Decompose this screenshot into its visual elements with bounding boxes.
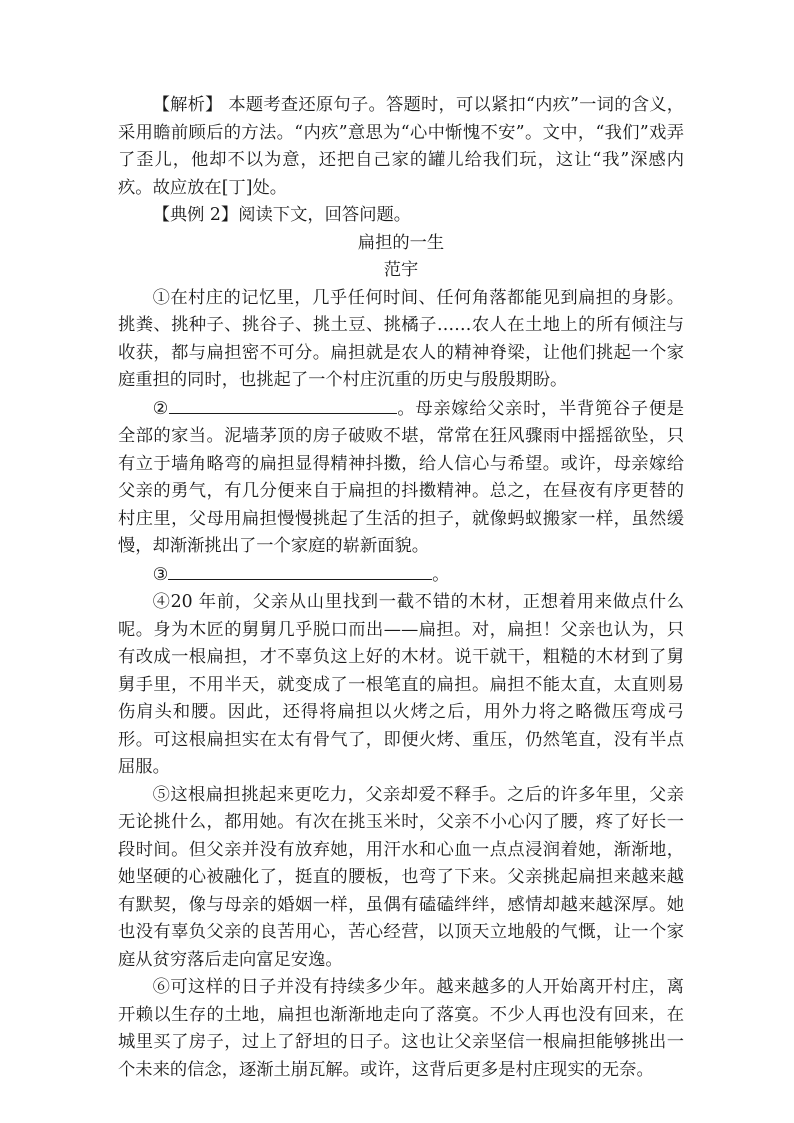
- paragraph-2-number: ②: [152, 398, 169, 419]
- paragraph-4: ④20 年前，父亲从山里找到一截不错的木材，正想着用来做点什么呢。身为木匠的舅舅几乎脱口而出——扁担。对，扁担！父亲也认为，只有改成一根扁担，才不辜负这上好的木材。说干就干，粗糙的木材到了舅舅手里，不用半天，就变成了一根笔直的扁担。扁担不能太直，太直则易伤肩头和腰。因此，还得将扁担以火烤之后，用外力将之略微压弯成弓形。可这根扁担实在太有骨气了，即便火烤、重压，仍然笔直，没有半点屈服。: [118, 592, 684, 777]
- paragraph-1: ①在村庄的记忆里，几乎任何时间、任何角落都能见到扁担的身影。挑粪、挑种子、挑谷子、挑土豆、挑橘子……农人在土地上的所有倾注与收获，都与扁担密不可分。扁担就是农人的精神脊梁，让他们挑起一个家庭重担的同时，也挑起了一个村庄沉重的历史与殷殷期盼。: [118, 287, 684, 390]
- paragraph-2: [118, 395, 684, 561]
- example-instruction: 阅读下文，回答问题。: [238, 205, 412, 225]
- answer-blank-3[interactable]: [168, 561, 432, 580]
- paragraph-6: ⑥可这样的日子并没有持续多少年。越来越多的人开始离开村庄，离开赖以生存的土地，扁担也渐渐地走向了落寞。不少人再也没有回来，在城里买了房子，过上了舒坦的日子。这也让父亲坚信一根扁担能够挑出一个未来的信念，逐渐土崩瓦解。或许，这背后更多是村庄现实的无奈。: [118, 977, 684, 1080]
- article-author: 范宇: [383, 260, 419, 280]
- paragraph-3-number: ③: [152, 564, 169, 585]
- article-title: 扁担的一生: [357, 232, 445, 253]
- paragraph-3-text: 。: [432, 564, 450, 585]
- paragraph-5: ⑤这根扁担挑起来更吃力，父亲却爱不释手。之后的许多年里，父亲无论挑什么，都用她。有次在挑玉米时，父亲不小心闪了腰，疼了好长一段时间。但父亲并没有放弃她，用汗水和心血一点点浸润着她，渐渐地，她坚硬的心被融化了，挺直的腰板，也弯了下来。父亲挑起扁担来越来越有默契，像与母亲的婚姻一样，虽偶有磕磕绊绊，感情却越来越深厚。她也没有辜负父亲的良苦用心，苦心经营，以顶天立地般的气慨，让一个家庭从贫穷落后走向富足安逸。: [118, 784, 684, 970]
- analysis-label: 【解析】: [152, 95, 223, 115]
- example-label: 【典例 2】: [152, 205, 239, 225]
- paragraph-2-text: 。母亲嫁给父亲时，半背篼谷子便是全部的家当。泥墙茅顶的房子破败不堪，常常在狂风骤雨中摇摇欲坠，只有立于墙角略弯的扁担显得精神抖擞，给人信心与希望。或许，母亲嫁给父亲的勇气，有几分便来自于扁担的抖擞精神。总之，在昼夜有序更替的村庄里，父母用扁担慢慢挑起了生活的担子，就像蚂蚁搬家一样，虽然缓慢，却渐渐挑出了一个家庭的崭新面貌。: [118, 398, 684, 556]
- analysis-paragraph: [118, 92, 684, 202]
- example-heading: [118, 202, 684, 230]
- answer-blank-2[interactable]: [169, 395, 397, 414]
- document-page: [118, 92, 684, 1084]
- analysis-text: 本题考查还原句子。答题时，可以紧扣“内疚”一词的含义，采用瞻前顾后的方法。“内疚”意思为“心中惭愧不安”。文中，“我们”戏弄了歪儿，他却不以为意，还把自己家的罐儿给我们玩，这让“我”深感内疚。故应放在[丁]处。: [118, 95, 685, 198]
- paragraph-3: [118, 561, 684, 590]
